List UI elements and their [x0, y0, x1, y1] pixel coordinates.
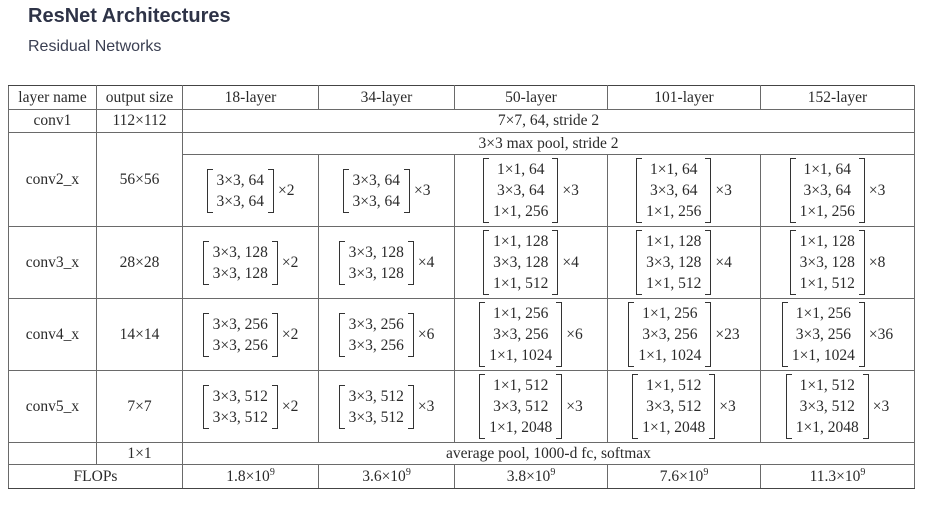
bracket-matrix — [632, 374, 715, 439]
repeat-multiplier: ×36 — [868, 325, 894, 343]
block-spec — [339, 313, 435, 357]
flops-value-cell — [319, 465, 455, 489]
header-cell: layer name — [9, 86, 97, 110]
block-spec — [203, 313, 299, 357]
flops-base: 3.6×10 — [362, 467, 406, 485]
bracket-matrix — [636, 230, 711, 295]
repeat-multiplier: ×3 — [719, 397, 736, 415]
block-cell — [455, 371, 608, 443]
page-title: ResNet Architectures — [28, 5, 231, 27]
repeat-multiplier: ×3 — [868, 181, 886, 199]
block-spec — [782, 302, 893, 367]
block-spec — [479, 302, 583, 367]
layer-spec-line: 1×1, 256 — [795, 305, 851, 322]
repeat-multiplier: ×4 — [562, 253, 579, 271]
layer-spec-line: 1×1, 128 — [646, 233, 702, 250]
layer-spec-line: 1×1, 64 — [803, 161, 851, 178]
bracket-matrix — [343, 169, 411, 213]
final-spec-cell: average pool, 1000-d fc, softmax — [183, 443, 915, 465]
bracket-matrix — [782, 302, 865, 367]
layer-spec-line: 3×3, 256 — [212, 336, 268, 354]
layer-spec-line: 3×3, 512 — [348, 408, 404, 426]
flops-exponent: 9 — [703, 466, 709, 478]
repeat-multiplier: ×2 — [281, 325, 299, 343]
table-row-conv1 — [9, 110, 915, 133]
block-spec — [203, 241, 299, 285]
block-cell — [455, 155, 608, 227]
repeat-multiplier: ×6 — [566, 325, 583, 343]
bracket-matrix — [483, 158, 558, 223]
table-row-conv5-x — [9, 371, 915, 443]
bracket-matrix — [479, 374, 562, 439]
output-size-cell: 28×28 — [97, 227, 183, 299]
block-spec — [790, 230, 886, 295]
block-spec — [339, 241, 435, 285]
layer-spec-line: 1×1, 1024 — [489, 347, 553, 364]
flops-exponent: 9 — [550, 466, 556, 478]
layer-spec-line: 1×1, 64 — [650, 161, 698, 178]
output-size-cell: 14×14 — [97, 299, 183, 371]
table-row-conv4-x — [9, 299, 915, 371]
block-spec — [483, 230, 579, 295]
block-cell — [319, 227, 455, 299]
repeat-multiplier: ×3 — [872, 397, 890, 415]
layer-spec-line: 3×3, 128 — [493, 254, 549, 271]
layer-spec-line: 1×1, 512 — [646, 377, 702, 394]
output-size-cell: 112×112 — [97, 110, 183, 133]
output-size-cell: 1×1 — [97, 443, 183, 465]
layer-spec-line: 3×3, 128 — [212, 243, 268, 261]
block-cell — [455, 227, 608, 299]
flops-base: 1.8×10 — [226, 467, 270, 485]
layer-spec-line: 3×3, 64 — [650, 182, 698, 199]
block-spec — [203, 385, 299, 429]
layer-spec-line: 1×1, 512 — [799, 275, 855, 292]
block-cell — [183, 155, 319, 227]
layer-spec-line: 3×3, 128 — [799, 254, 855, 271]
block-cell — [455, 299, 608, 371]
layer-spec-line: 1×1, 2048 — [642, 419, 706, 436]
layer-spec-line: 3×3, 128 — [348, 243, 404, 261]
bracket-matrix — [483, 230, 558, 295]
flops-value-cell — [761, 465, 915, 489]
block-cell — [761, 371, 915, 443]
block-spec — [207, 169, 295, 213]
layer-spec-line: 1×1, 512 — [799, 377, 855, 394]
repeat-multiplier: ×4 — [715, 253, 732, 271]
output-size-cell: 7×7 — [97, 371, 183, 443]
block-spec — [636, 230, 732, 295]
table-row-flops — [9, 465, 915, 489]
layer-spec-line: 3×3, 512 — [212, 408, 268, 426]
table-row-maxpool — [9, 133, 915, 155]
bracket-matrix — [203, 241, 278, 285]
layer-name-cell: conv3_x — [9, 227, 97, 299]
layer-name-cell — [9, 443, 97, 465]
layer-spec-line: 3×3, 512 — [212, 387, 268, 405]
layer-spec-line: 1×1, 1024 — [791, 347, 855, 364]
flops-base: 7.6×10 — [659, 467, 704, 485]
output-size-cell: 56×56 — [97, 133, 183, 227]
bracket-matrix — [339, 385, 414, 429]
block-spec — [636, 158, 732, 223]
layer-spec-line: 1×1, 512 — [493, 377, 549, 394]
block-cell — [608, 227, 761, 299]
block-cell — [319, 371, 455, 443]
bracket-matrix — [339, 313, 414, 357]
block-cell — [608, 155, 761, 227]
layer-spec-line: 1×1, 256 — [642, 305, 698, 322]
page-subtitle: Residual Networks — [28, 38, 162, 55]
repeat-multiplier: ×2 — [278, 181, 295, 199]
block-spec — [790, 158, 886, 223]
flops-base: 11.3×10 — [809, 467, 861, 485]
layer-spec-line: 3×3, 512 — [348, 387, 404, 405]
header-cell: output size — [97, 86, 183, 110]
block-cell — [183, 371, 319, 443]
block-spec — [786, 374, 890, 439]
layer-spec-line: 1×1, 64 — [497, 161, 545, 178]
layer-spec-line: 3×3, 256 — [348, 315, 404, 333]
block-cell — [319, 155, 455, 227]
bracket-matrix — [628, 302, 711, 367]
repeat-multiplier: ×23 — [715, 325, 740, 343]
maxpool-spec-cell: 3×3 max pool, stride 2 — [183, 133, 915, 155]
layer-spec-line: 3×3, 256 — [493, 326, 549, 343]
table-row-final — [9, 443, 915, 465]
repeat-multiplier: ×2 — [281, 397, 299, 415]
layer-spec-line: 1×1, 2048 — [489, 419, 553, 436]
layer-spec-line: 3×3, 128 — [348, 264, 404, 282]
layer-spec-line: 1×1, 1024 — [638, 347, 702, 364]
block-spec — [479, 374, 583, 439]
flops-exponent: 9 — [269, 466, 275, 478]
architecture-table — [8, 85, 915, 489]
layer-spec-line: 3×3, 64 — [352, 192, 400, 210]
bracket-matrix — [207, 169, 275, 213]
repeat-multiplier: ×3 — [562, 181, 579, 199]
block-cell — [761, 299, 915, 371]
layer-spec-line: 3×3, 128 — [212, 264, 268, 282]
header-cell: 18-layer — [183, 86, 319, 110]
layer-spec-line: 1×1, 256 — [646, 203, 702, 220]
layer-spec-line: 3×3, 512 — [646, 398, 702, 415]
block-cell — [319, 299, 455, 371]
layer-spec-line: 3×3, 64 — [497, 182, 545, 199]
repeat-multiplier: ×3 — [417, 397, 435, 415]
block-cell — [761, 155, 915, 227]
layer-name-cell: conv5_x — [9, 371, 97, 443]
layer-spec-line: 3×3, 128 — [646, 254, 702, 271]
flops-value-cell — [183, 465, 319, 489]
header-cell: 50-layer — [455, 86, 608, 110]
layer-spec-line: 3×3, 64 — [216, 192, 264, 210]
repeat-multiplier: ×3 — [566, 397, 583, 415]
layer-spec-line: 3×3, 64 — [216, 171, 264, 189]
layer-spec-line: 1×1, 256 — [799, 203, 855, 220]
bracket-matrix — [479, 302, 562, 367]
header-row — [9, 86, 915, 110]
block-cell — [761, 227, 915, 299]
layer-spec-line: 3×3, 64 — [803, 182, 851, 199]
repeat-multiplier: ×3 — [414, 181, 431, 199]
bracket-matrix — [790, 230, 865, 295]
layer-spec-line: 1×1, 512 — [646, 275, 702, 292]
layer-spec-line: 1×1, 128 — [493, 233, 549, 250]
conv1-spec-cell: 7×7, 64, stride 2 — [183, 110, 915, 133]
repeat-multiplier: ×3 — [715, 181, 732, 199]
block-cell — [183, 299, 319, 371]
layer-name-cell: conv1 — [9, 110, 97, 133]
layer-spec-line: 1×1, 512 — [493, 275, 549, 292]
repeat-multiplier: ×6 — [417, 325, 435, 343]
flops-label-cell: FLOPs — [9, 465, 183, 489]
block-spec — [339, 385, 435, 429]
layer-spec-line: 3×3, 512 — [493, 398, 549, 415]
block-cell — [608, 299, 761, 371]
block-spec — [628, 302, 739, 367]
flops-exponent: 9 — [860, 466, 866, 478]
layer-spec-line: 1×1, 2048 — [795, 419, 859, 436]
bracket-matrix — [790, 158, 865, 223]
layer-spec-line: 3×3, 512 — [799, 398, 855, 415]
layer-name-cell: conv2_x — [9, 133, 97, 227]
table-row-conv3-x — [9, 227, 915, 299]
flops-exponent: 9 — [405, 466, 411, 478]
repeat-multiplier: ×2 — [281, 253, 299, 271]
header-cell: 152-layer — [761, 86, 915, 110]
header-cell: 34-layer — [319, 86, 455, 110]
layer-spec-line: 3×3, 64 — [352, 171, 400, 189]
layer-spec-line: 3×3, 256 — [642, 326, 698, 343]
flops-value-cell — [455, 465, 608, 489]
header-cell: 101-layer — [608, 86, 761, 110]
layer-name-cell: conv4_x — [9, 299, 97, 371]
block-cell — [183, 227, 319, 299]
layer-spec-line: 1×1, 128 — [799, 233, 855, 250]
block-spec — [632, 374, 736, 439]
repeat-multiplier: ×8 — [868, 253, 886, 271]
bracket-matrix — [203, 385, 278, 429]
layer-spec-line: 1×1, 256 — [493, 203, 549, 220]
flops-value-cell — [608, 465, 761, 489]
bracket-matrix — [786, 374, 869, 439]
layer-spec-line: 1×1, 256 — [493, 305, 549, 322]
bracket-matrix — [203, 313, 278, 357]
layer-spec-line: 3×3, 256 — [795, 326, 851, 343]
table-body — [9, 86, 915, 489]
bracket-matrix — [636, 158, 711, 223]
repeat-multiplier: ×4 — [417, 253, 435, 271]
bracket-matrix — [339, 241, 414, 285]
block-spec — [483, 158, 579, 223]
block-spec — [343, 169, 431, 213]
layer-spec-line: 3×3, 256 — [348, 336, 404, 354]
flops-base: 3.8×10 — [506, 467, 551, 485]
layer-spec-line: 3×3, 256 — [212, 315, 268, 333]
block-cell — [608, 371, 761, 443]
